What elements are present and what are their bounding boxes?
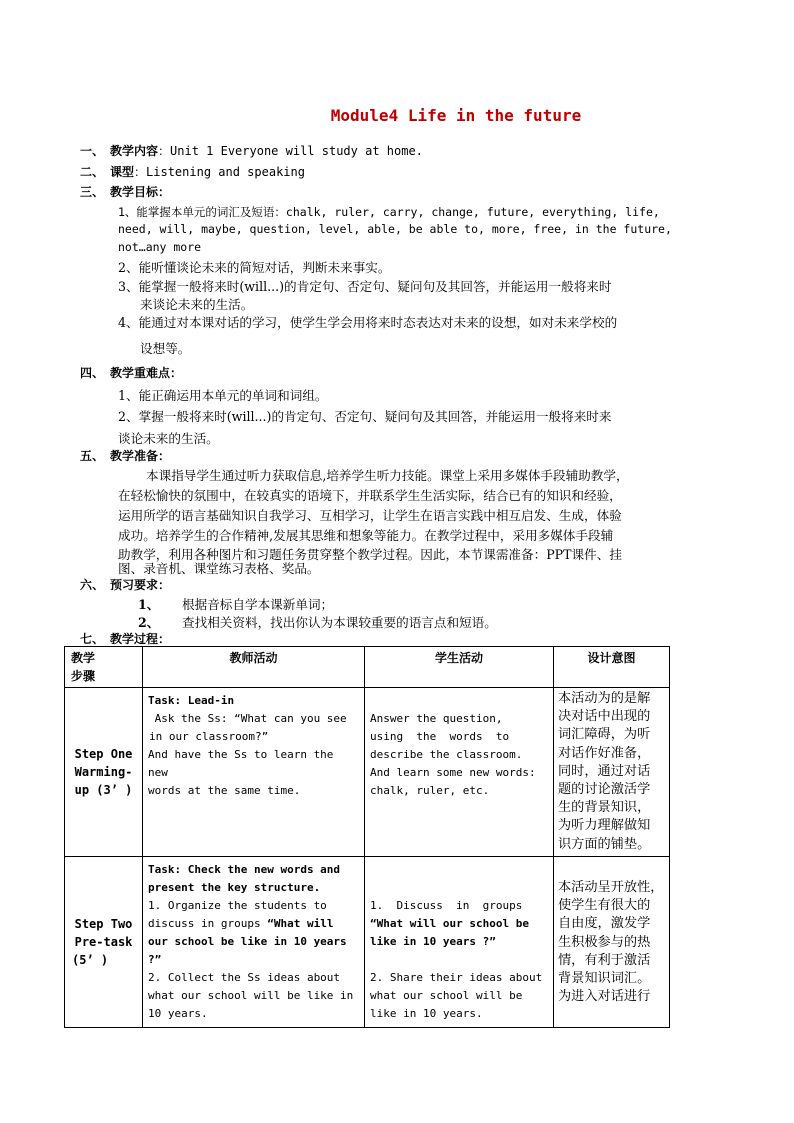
page-title: Module4 Life in the future [330,106,582,125]
objective-3-line1: 3、能掌握一般将来时(will...)的肯定句、否定句、疑问句及其回答，并能运用一般将来时 [118,279,612,294]
table-row [65,688,670,857]
objective-3-line2: 来谈论未来的生活。 [140,297,254,312]
header-step: 教学 步骤 [65,647,143,688]
step-one-design-purpose: 本活动为的是解 决对话中出现的 词汇障碍，为听 对话作好准备， 同时，通过对话 题的讨论激活学 生的背景知识， 为听力理解做知 识方面的铺垫。 [554,688,670,857]
preparation-line6: 图、录音机、课堂练习表格、奖品。 [118,561,320,576]
section-content: 一、 教学内容：Unit 1 Everyone will study at home. [80,144,423,158]
section-preview: 六、 预习要求： [80,578,171,592]
preparation-line2: 在轻松愉快的氛围中，在较真实的语境下，并联系学生生活实际，结合已有的知识和经验， [118,488,622,503]
header-design-purpose: 设计意图 [554,647,670,688]
step-one-teacher-activity: Task: Lead-in Ask the Ss: “What can you see in our classroom?” And have the Ss to learn the new words at the same time. [143,688,365,857]
objective-1-line3: not…any more [118,240,202,254]
teaching-process-table [64,646,670,1028]
objective-1-line1: 1、能掌握本单元的词汇及短语：chalk, ruler, carry, change, future, everything, life, [118,205,660,219]
preparation-line1: 本课指导学生通过听力获取信息,培养学生听力技能。课堂上采用多媒体手段辅助教学， [146,468,629,483]
header-student-activity: 学生活动 [365,647,554,688]
table-row [65,857,670,1028]
objective-1-line2: need, will, maybe, question, level, able, be able to, more, free, in the future, [118,222,672,236]
objective-4-line2: 设想等。 [140,341,191,356]
section-objectives: 三、 教学目标： [80,185,171,199]
step-one-cell: Step One Warming- up (3’ ) [65,688,143,857]
section-lesson-type: 二、 课型：Listening and speaking [80,165,305,179]
preview-item-1: 1、 根据音标自学本课新单词； [138,597,334,612]
section-key-points: 四、 教学重难点： [80,366,183,380]
section-process: 七、 教学过程： [80,632,171,646]
objective-2: 2、能听懂谈论未来的简短对话，判断未来事实。 [118,260,391,275]
section-preparation: 五、 教学准备： [80,449,171,463]
preparation-line4: 成功。培养学生的合作精神,发展其思维和想象等能力。在教学过程中，采用多媒体手段辅 [118,528,614,543]
preparation-line5: 助教学，利用各种图片和习题任务贯穿整个教学过程。因此，本节课需准备：PPT课件、挂 [118,547,622,562]
step-two-student-activity: 1. Discuss in groups “What will our school be like in 10 years ?” 2. Share their ideas about what our school will be like in 10 years. [365,857,554,1028]
preparation-line3: 运用所学的语言基础知识自我学习、互相学习，让学生在语言实践中相互启发、生成，体验 [118,508,622,523]
key-point-1: 1、能正确运用本单元的单词和词组。 [118,388,328,403]
objective-4-line1: 4、能通过对本课对话的学习，使学生学会用将来时态表达对未来的设想，如对未来学校的 [118,315,618,330]
table-header-row [65,647,670,688]
step-one-student-activity: Answer the question, using the words to describe the classroom. And learn some new words: chalk, ruler, etc. [365,688,554,857]
step-two-teacher-activity: Task: Check the new words and present the key structure. 1. Organize the students to discuss in groups “What will our school be like in 10 years ?” 2. Collect the Ss ideas about what our school will be like in 10 years. [143,857,365,1028]
step-two-cell: Step Two Pre-task (5’ ) [65,857,143,1028]
key-point-2-line2: 谈论未来的生活。 [118,431,219,446]
key-point-2-line1: 2、掌握一般将来时(will...)的肯定句、否定句、疑问句及其回答，并能运用一般将来时来 [118,409,612,424]
header-teacher-activity: 教师活动 [143,647,365,688]
step-two-design-purpose: 本活动呈开放性， 使学生有很大的 自由度，激发学 生积极参与的热 情，有利于激活 背景知识词汇。 为进入对话进行 [554,857,670,1028]
preview-item-2: 2、 查找相关资料，找出你认为本课较重要的语言点和短语。 [138,615,497,630]
